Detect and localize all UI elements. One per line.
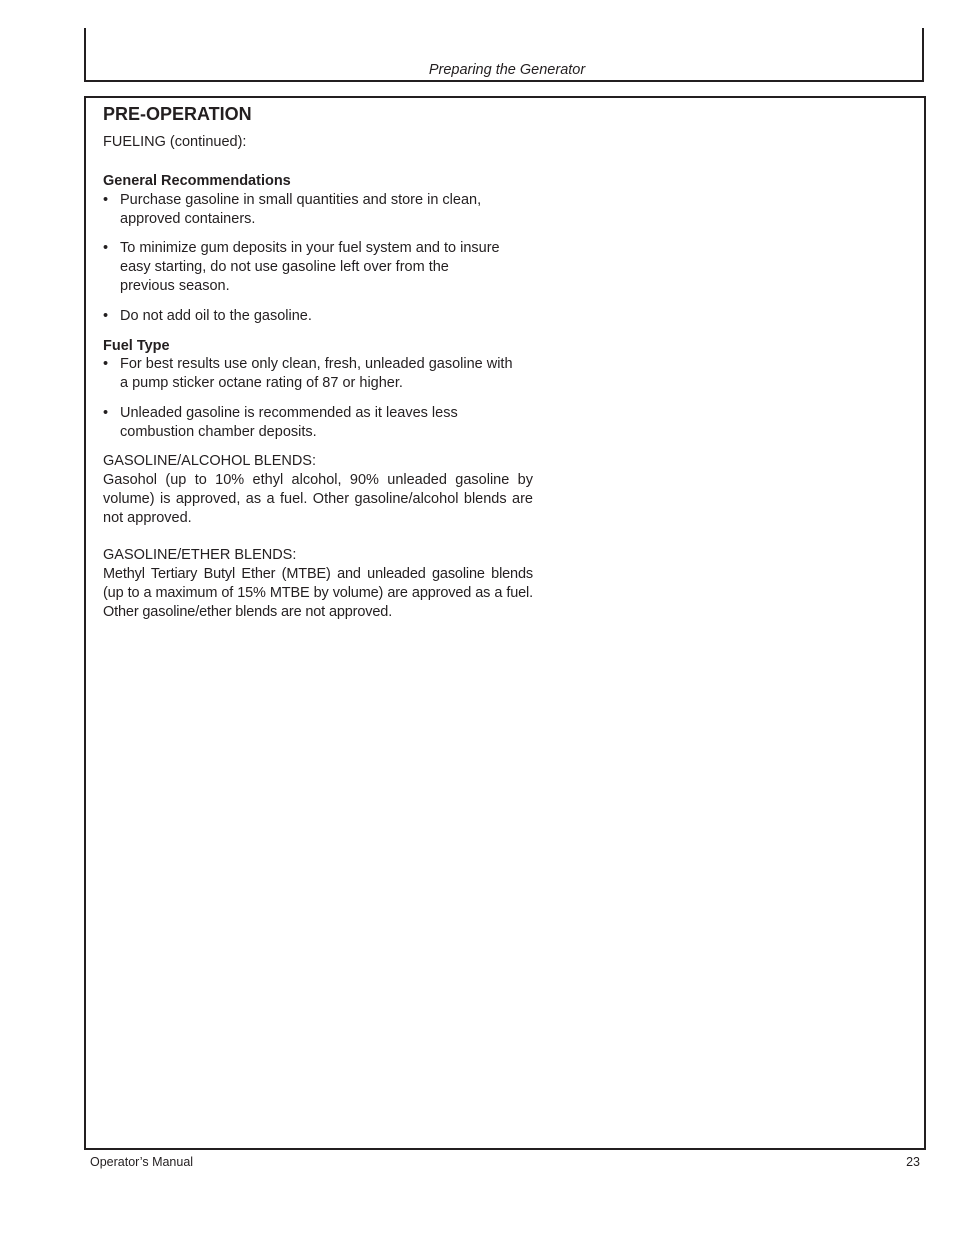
section-subtitle: FUELING (continued): (103, 134, 247, 150)
bullet-text: For best results use only clean, fresh, unleaded gasoline with a pump sticker octane rating of 87 or higher. (120, 356, 513, 391)
bullet-marker: • (103, 405, 109, 421)
alcohol-blends-text: Gasohol (up to 10% ethyl alcohol, 90% unleaded gasoline by volume) is approved, as a fuel. Other gasoline/alcohol blends are not approved. (103, 472, 533, 526)
list-item (103, 404, 498, 442)
fuel-type-heading: Fuel Type (103, 338, 170, 354)
page-header (84, 28, 924, 82)
ether-blends-text: Methyl Tertiary Butyl Ether (MTBE) and unleaded gasoline blends (up to a maximum of 15% MTBE by volume) are approved as a fuel. Other gasoline/ether blends are not approved. (103, 566, 533, 620)
bullet-marker: • (103, 308, 109, 324)
bullet-marker: • (103, 356, 109, 372)
footer-page-number: 23 (906, 1155, 920, 1169)
list-item (103, 239, 501, 296)
alcohol-blends-heading: GASOLINE/ALCOHOL BLENDS: (103, 453, 317, 469)
bullet-text: Purchase gasoline in small quantities and store in clean, approved containers. (120, 192, 482, 227)
footer-manual-name: Operator’s Manual (90, 1155, 194, 1169)
list-item (103, 307, 533, 326)
bullet-text: Unleaded gasoline is recommended as it leaves less combustion chamber deposits. (120, 405, 458, 440)
bullet-text: To minimize gum deposits in your fuel system and to insure easy starting, do not use gasoline left over from the previous season. (120, 240, 500, 294)
ether-blends-heading: GASOLINE/ETHER BLENDS: (103, 547, 297, 563)
content-panel (84, 96, 926, 1150)
bullet-text: Do not add oil to the gasoline. (120, 308, 312, 324)
list-item (103, 355, 523, 393)
general-recommendations-heading: General Recommendations (103, 173, 291, 189)
section-title: PRE-OPERATION (103, 104, 252, 124)
bullet-marker: • (103, 192, 109, 208)
header-title: Preparing the Generator (428, 62, 586, 78)
list-item (103, 191, 518, 229)
bullet-marker: • (103, 240, 109, 256)
